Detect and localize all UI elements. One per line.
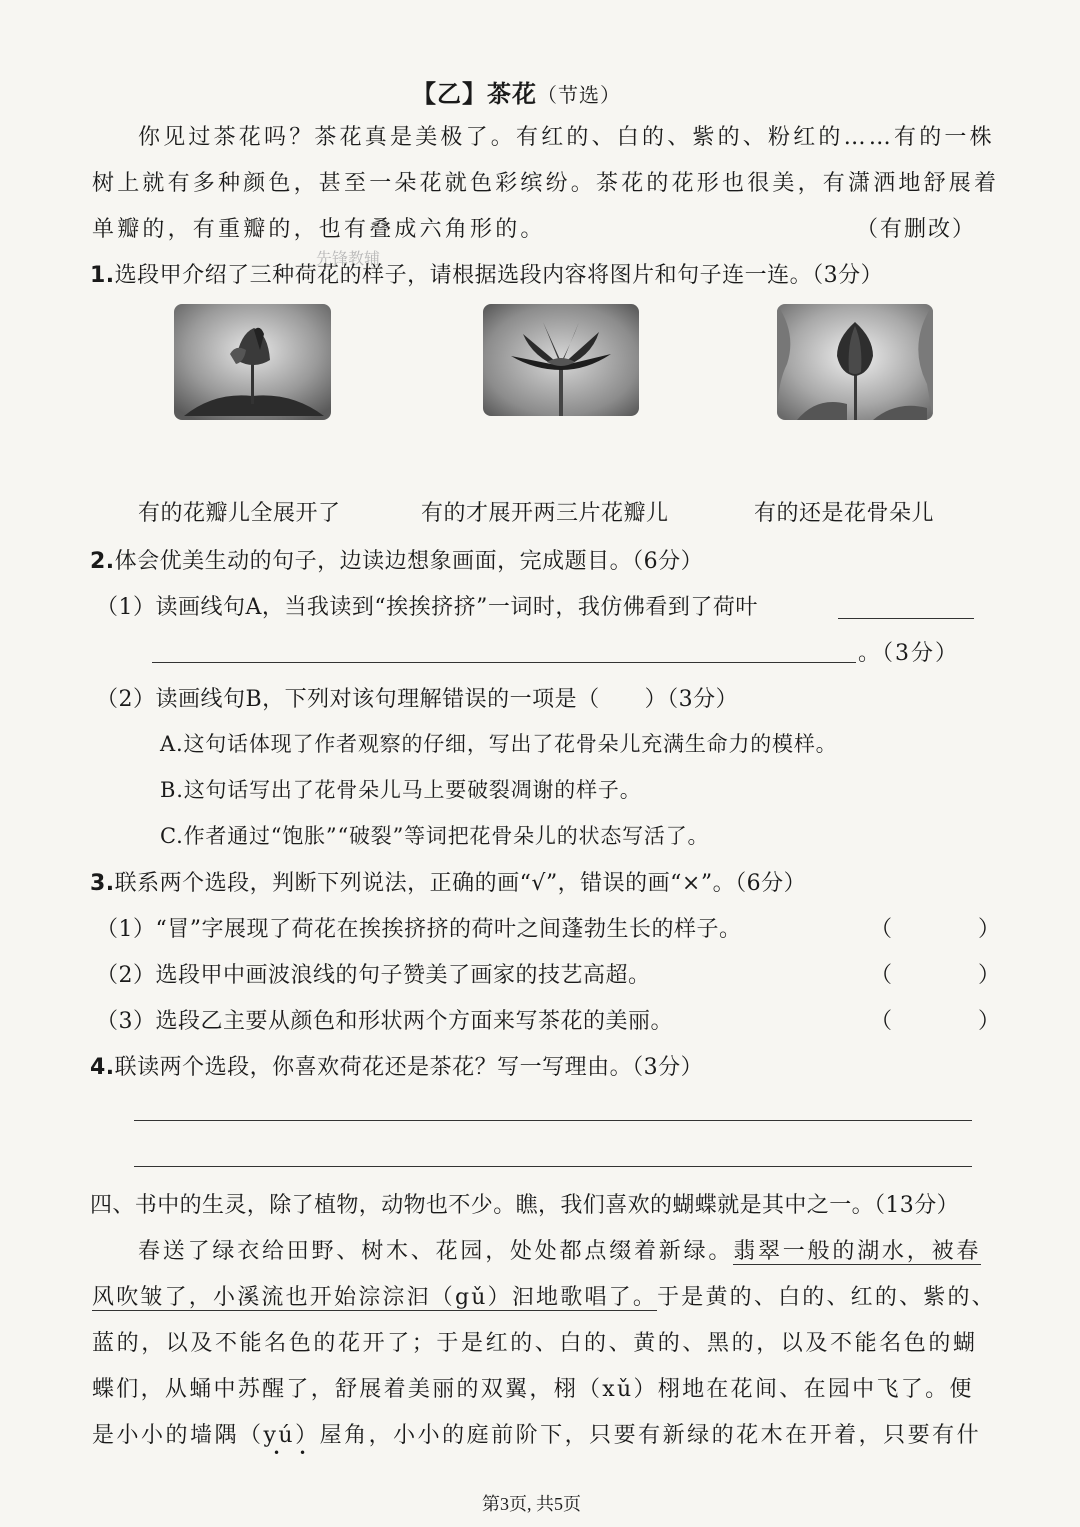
answer-blank-2-1a[interactable] [838,618,974,619]
question-3-text: 联系两个选段，判断下列说法，正确的画“√”，错误的画“×”。（6分） [114,871,807,896]
question-1-text: 选段甲介绍了三种荷花的样子，请根据选段内容将图片和句子连一连。（3分） [114,263,884,288]
question-3-number: 3. [90,871,115,896]
section-4-line-4: 蝶们，从蛹中苏醒了，舒展着美丽的双翼，栩（xǔ）栩地在花间、在园中飞了。便 [92,1377,974,1402]
underlined-sentence-part-2: 风吹皱了，小溪流也开始淙淙汩（gǔ）汩地歌唱了。 [92,1285,658,1310]
passage-line-2: 树上就有多种颜色，甚至一朵花就色彩缤纷。茶花的花形也很美，有潇洒地舒展着 [92,171,1000,196]
judge-bracket-1[interactable]: （ ） [870,917,1015,942]
emphasis-dot-1: • [273,1446,281,1460]
underlined-sentence-part-1: 翡翠一般的湖水，被春 [733,1239,982,1264]
passage-line-3: 单瓣的，有重瓣的，也有叠成六角形的。 [92,217,546,242]
question-1-number: 1. [90,263,115,288]
answer-blank-2-1b[interactable] [152,662,856,663]
answer-line-4-1[interactable] [134,1120,972,1121]
caption-1: 有的花瓣儿全展开了 [138,501,341,526]
section-4-line-2b: 于是黄的、白的、红的、紫的、 [657,1285,996,1310]
option-b: B.这句话写出了花骨朵儿马上要破裂凋谢的样子。 [160,778,642,802]
option-c: C.作者通过“饱胀”“破裂”等词把花骨朵儿的状态写活了。 [160,824,710,848]
caption-2: 有的才展开两三片花瓣儿 [421,501,669,526]
section-4-line-2 [92,1280,996,1311]
question-3-item-1: （1）“冒”字展现了荷花在挨挨挤挤的荷叶之间蓬勃生长的样子。 [96,917,742,942]
answer-line-4-2[interactable] [134,1166,972,1167]
question-1 [90,258,883,289]
section-4-heading: 四、书中的生灵，除了植物，动物也不少。瞧，我们喜欢的蝴蝶就是其中之一。（13分） [90,1193,959,1218]
section-4-line-5: 是小小的墙隅（yú）屋角，小小的庭前阶下，只要有新绿的花木在开着，只要有什 [92,1423,982,1448]
question-2-sub2: （2）读画线句B，下列对该句理解错误的一项是（ ）（3分） [96,687,739,712]
question-4-number: 4. [90,1055,115,1080]
section-4-line-1a: 春送了绿衣给田野、树木、花园，处处都点缀着新绿。 [138,1239,734,1264]
lotus-full-bloom-image [483,304,639,416]
judge-bracket-2[interactable]: （ ） [870,963,1015,988]
passage-title-note: （节选） [537,83,621,107]
source-note: （有删改） [856,217,977,242]
lotus-half-open-image [174,304,331,420]
question-3-item-2: （2）选段甲中画波浪线的句子赞美了画家的技艺高超。 [96,963,651,988]
question-2-sub1-end: 。（3分） [858,641,959,666]
passage-title-text: 【乙】茶花 [412,79,537,108]
question-2-number: 2. [90,549,115,574]
question-3 [90,866,806,897]
question-2 [90,544,703,575]
section-4-line-3: 蓝的，以及不能名色的花开了；于是红的、白的、黄的、黑的，以及不能名色的蝴 [92,1331,978,1356]
question-4 [90,1050,703,1081]
passage-line-1: 你见过茶花吗？茶花真是美极了。有红的、白的、紫的、粉红的……有的一株 [138,125,995,150]
judge-bracket-3[interactable]: （ ） [870,1009,1015,1034]
passage-title [412,74,621,109]
question-2-text: 体会优美生动的句子，边读边想象画面，完成题目。（6分） [114,549,704,574]
question-3-item-3: （3）选段乙主要从颜色和形状两个方面来写茶花的美丽。 [96,1009,673,1034]
section-4-line-1 [138,1234,981,1265]
caption-3: 有的还是花骨朵儿 [754,501,935,526]
question-2-sub1: （1）读画线句A，当我读到“挨挨挤挤”一词时，我仿佛看到了荷叶 [96,595,758,620]
emphasis-dot-2: • [299,1446,307,1460]
question-4-text: 联读两个选段，你喜欢荷花还是茶花？写一写理由。（3分） [114,1055,704,1080]
watermark: 先锋教辅 [316,249,381,268]
page-footer: 第3页, 共5页 [482,1494,581,1514]
lotus-bud-image [777,304,933,420]
option-a: A.这句话体现了作者观察的仔细，写出了花骨朵儿充满生命力的模样。 [160,732,838,756]
